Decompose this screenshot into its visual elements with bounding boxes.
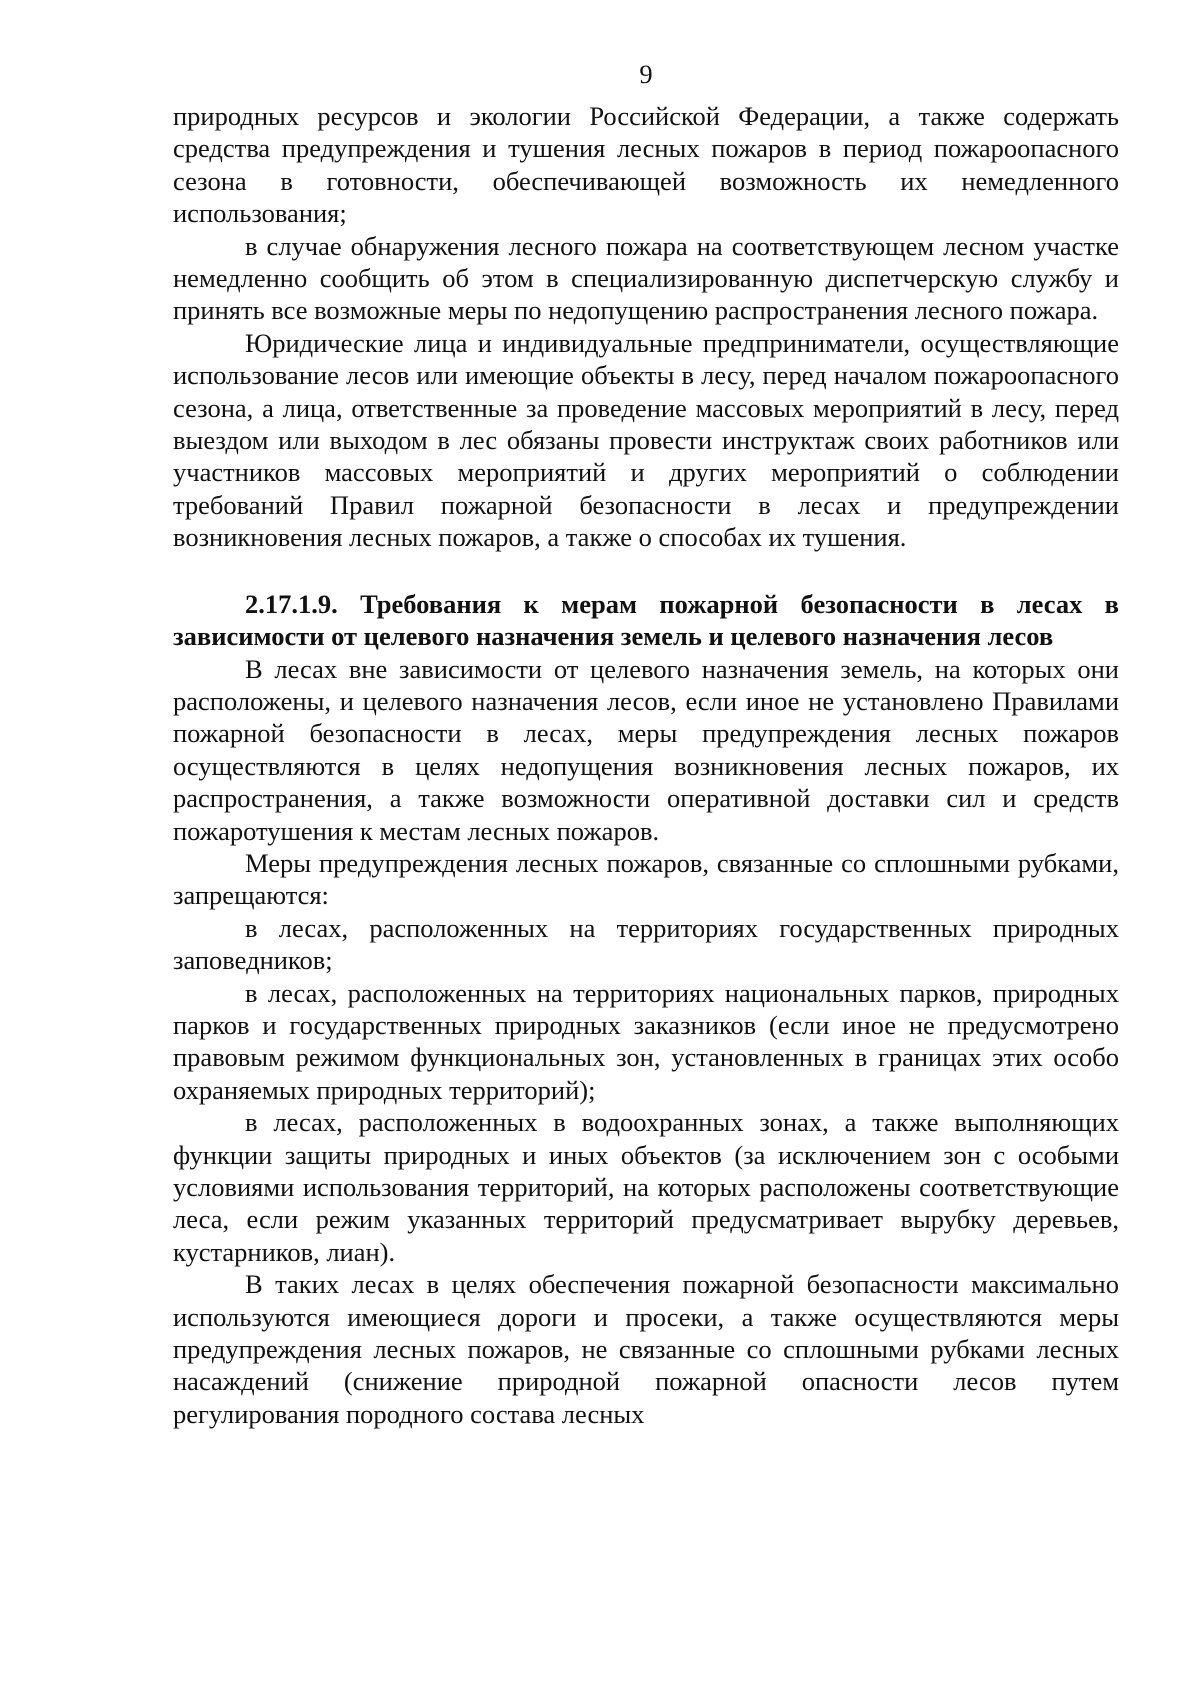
section-heading: 2.17.1.9. Требования к мерам пожарной безопасности в лесах в зависимости от целевого назначения земель и целевого назначения лесов	[173, 588, 1119, 652]
paragraph: Юридические лица и индивидуальные предприниматели, осуществляющие использование лесов или имеющие объекты в лесу, перед началом пожароопасного сезона, а лица, ответственные за проведение массовых мероприятий в лесу, перед выездом или выходом в лес обязаны провести инструктаж своих работников или участников массовых мероприятий и других мероприятий о соблюдении требований Правил пожарной безопасности в лесах и предупреждении возникновения лесных пожаров, а также о способах их тушения.	[173, 327, 1119, 553]
document-page	[173, 58, 1119, 1430]
paragraph: в случае обнаружения лесного пожара на соответствующем лесном участке немедленно сообщить об этом в специализированную диспетчерскую службу и принять все возможные меры по недопущению распространения лесного пожара.	[173, 230, 1119, 326]
paragraph: В таких лесах в целях обеспечения пожарной безопасности максимально используются имеющиеся дороги и просеки, а также осуществляются меры предупреждения лесных пожаров, не связанные со сплошными рубками лесных насаждений (снижение природной пожарной опасности лесов путем регулирования породного состава лесных	[173, 1269, 1119, 1429]
paragraph: в лесах, расположенных на территориях государственных природных заповедников;	[173, 912, 1119, 976]
paragraph: в лесах, расположенных в водоохранных зонах, а также выполняющих функции защиты природных и иных объектов (за исключением зон с особыми условиями использования территорий, на которых расположены соответствующие леса, если режим указанных территорий предусматривает вырубку деревьев, кустарников, лиан).	[173, 1107, 1119, 1267]
body-text-after	[173, 653, 1119, 1431]
page-number: 9	[639, 59, 653, 89]
paragraph: Меры предупреждения лесных пожаров, связанные со сплошными рубками, запрещаются:	[173, 847, 1119, 911]
body-text-before	[173, 100, 1119, 554]
paragraph: природных ресурсов и экологии Российской Федерации, а также содержать средства предупреждения и тушения лесных пожаров в период пожароопасного сезона в готовности, обеспечивающей возможность их немедленного использования;	[173, 101, 1119, 229]
paragraph: В лесах вне зависимости от целевого назначения земель, на которых они расположены, и целевого назначения лесов, если иное не установлено Правилами пожарной безопасности в лесах, меры предупреждения лесных пожаров осуществляются в целях недопущения возникновения лесных пожаров, их распространения, а также возможности оперативной доставки сил и средств пожаротушения к местам лесных пожаров.	[173, 653, 1119, 846]
paragraph: в лесах, расположенных на территориях национальных парков, природных парков и государственных природных заказников (если иное не предусмотрено правовым режимом функциональных зон, установленных в границах этих особо охраняемых природных территорий);	[173, 977, 1119, 1105]
